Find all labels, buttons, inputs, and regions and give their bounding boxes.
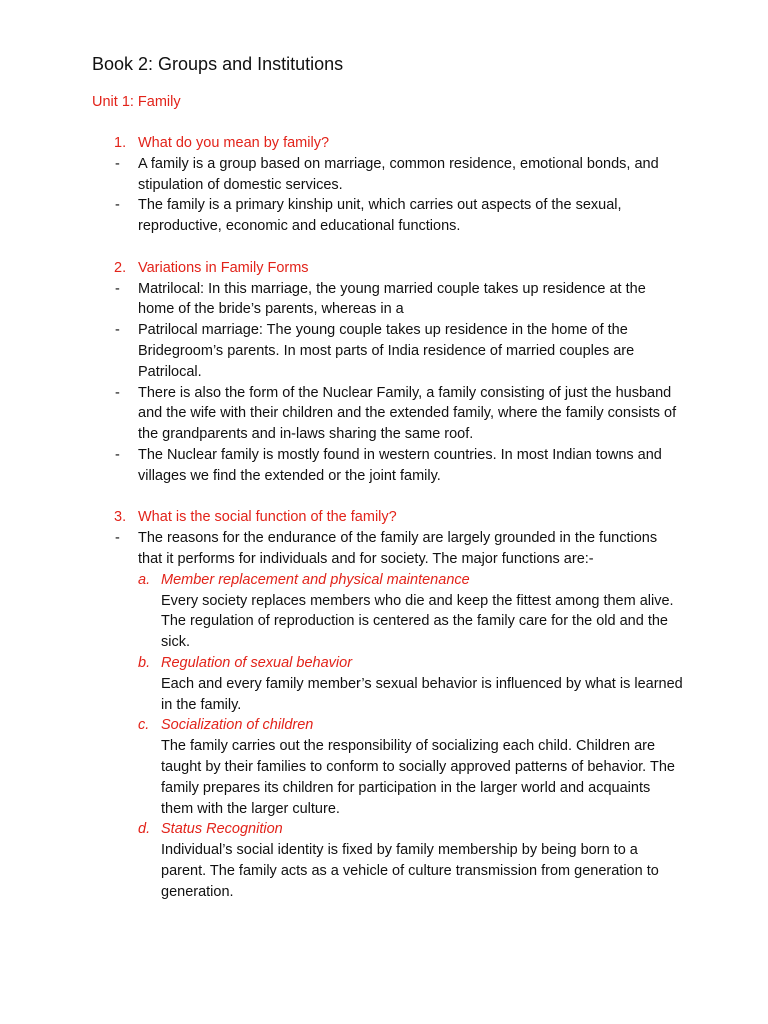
bullet-text: Patrilocal marriage: The young couple takes up residence in the home of the Bridegroom’s parents. In most parts of India residence of married couples are Patrilocal.	[138, 322, 635, 380]
subitem-heading	[0, 715, 768, 736]
subitem-text: Individual’s social identity is fixed by family membership by being born to a parent. The family acts as a vehicle of culture transmission from generation to generation.	[161, 842, 659, 900]
spacer	[0, 237, 768, 258]
unit-heading: Unit 1: Family	[92, 94, 181, 110]
bullet-item	[0, 383, 768, 445]
bullet-item	[0, 154, 768, 196]
subitem-letter: a.	[138, 571, 151, 588]
subitem-text: Every society replaces members who die and keep the fittest among them alive. The regulation of reproduction is centered as the family care for the old and the sick.	[161, 592, 674, 651]
bullet-item	[0, 195, 768, 237]
section-heading-text: What is the social function of the family?	[138, 509, 397, 526]
dash-bullet-icon: -	[115, 280, 120, 297]
section-heading-2	[0, 258, 768, 279]
bullet-item	[0, 320, 768, 382]
dash-bullet-icon: -	[115, 446, 120, 463]
subitem-letter: c.	[138, 717, 150, 734]
bullet-text: Matrilocal: In this marriage, the young married couple takes up residence at the home of the bride’s parents, whereas in a	[138, 280, 646, 318]
dash-bullet-icon: -	[115, 322, 120, 339]
section-heading-text: What do you mean by family?	[138, 135, 330, 151]
subitem-heading-text: Member replacement and physical maintenance	[161, 571, 470, 588]
dash-bullet-icon: -	[115, 155, 120, 172]
document-body	[0, 133, 768, 902]
dash-bullet-icon: -	[115, 384, 120, 401]
bullet-text: A family is a group based on marriage, common residence, emotional bonds, and stipulation of domestic services.	[138, 155, 659, 193]
subitem-heading	[0, 653, 768, 674]
bullet-text: The reasons for the endurance of the family are largely grounded in the functions that it performs for individuals and for society. The major functions are:-	[138, 530, 658, 567]
subitem-text: The family carries out the responsibility of socializing each child. Children are taught by their families to conform to socially approved patterns of behavior. The family prepares its children for participation in the larger world and acquaints them with the larger culture.	[161, 738, 675, 817]
bullet-text: The family is a primary kinship unit, which carries out aspects of the sexual, reproductive, economic and educational functions.	[138, 197, 622, 235]
spacer	[0, 487, 768, 508]
section-number: 3.	[114, 509, 127, 526]
dash-bullet-icon: -	[115, 530, 120, 547]
document-title: Book 2: Groups and Institutions	[92, 54, 344, 74]
dash-bullet-icon: -	[115, 197, 120, 214]
subitem-letter: d.	[138, 821, 151, 838]
section-number: 1.	[114, 135, 127, 151]
subitem-heading-text: Regulation of sexual behavior	[161, 654, 353, 671]
subitem-heading-text: Status Recognition	[161, 821, 283, 838]
subitem-heading	[0, 819, 768, 840]
bullet-item	[0, 445, 768, 487]
subitem-text: Each and every family member’s sexual behavior is influenced by what is learned in the family.	[161, 675, 683, 713]
bullet-text: The Nuclear family is mostly found in western countries. In most Indian towns and villages we find the extended or the joint family.	[138, 446, 662, 484]
subitem-heading	[0, 570, 768, 591]
section-heading-text: Variations in Family Forms	[138, 259, 309, 276]
bullet-item	[0, 279, 768, 321]
subitem-heading-text: Socialization of children	[161, 717, 314, 734]
section-number: 2.	[114, 259, 127, 276]
bullet-text: There is also the form of the Nuclear Family, a family consisting of just the husband and the wife with their children and the extended family, where the family consists of the grandparents and in-laws sharing the same roof.	[138, 384, 677, 443]
subitem-letter: b.	[138, 654, 151, 671]
section-heading-1	[0, 133, 768, 154]
bullet-item	[0, 528, 768, 570]
section-heading-3	[0, 507, 768, 528]
